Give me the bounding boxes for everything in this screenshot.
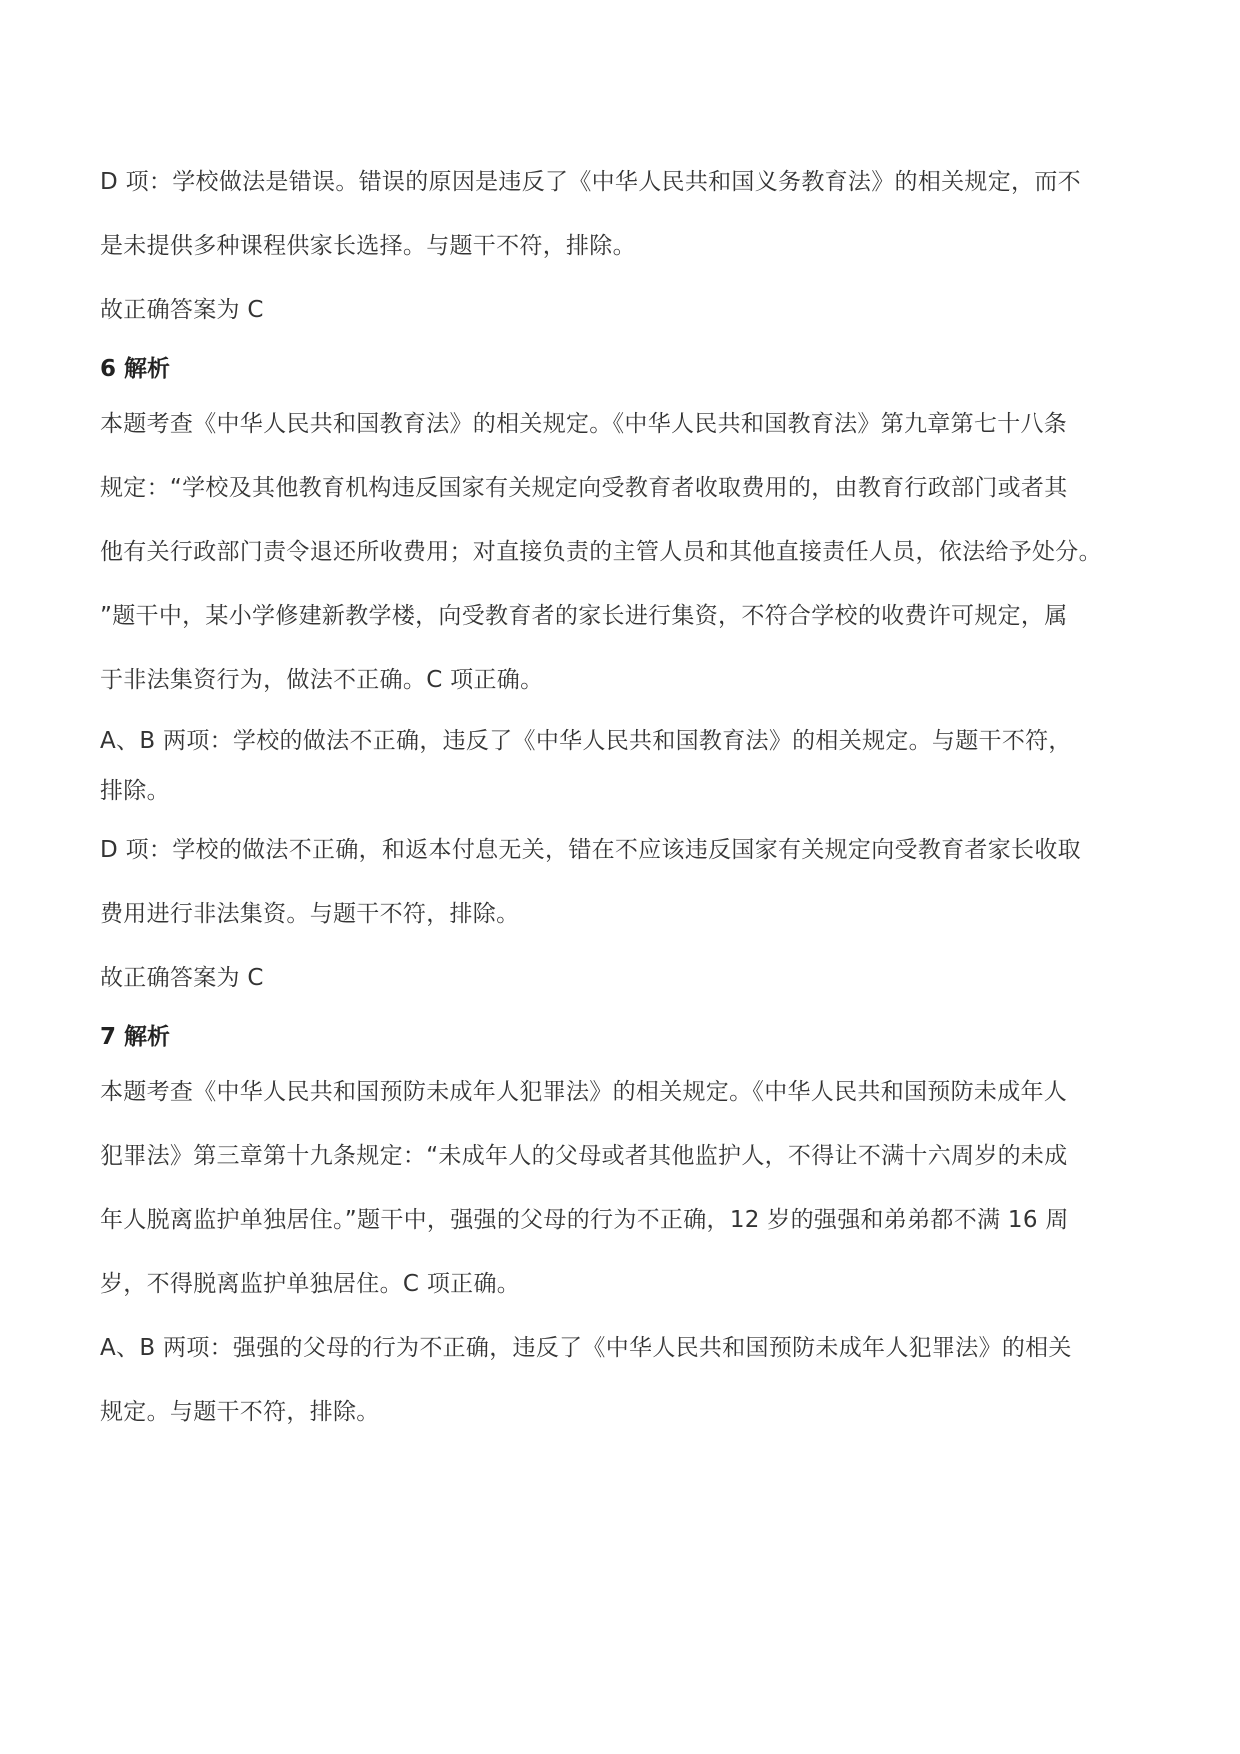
explanation-paragraph: [100, 1060, 1160, 1316]
text-line: 是未提供多种课程供家长选择。与题干不符，排除。: [100, 233, 636, 259]
text-line: A、B 两项：学校的做法不正确，违反了《中华人民共和国教育法》的相关规定。与题干不符，: [100, 728, 1072, 754]
text-line: 规定：“学校及其他教育机构违反国家有关规定向受教育者收取费用的，由教育行政部门或者其: [100, 475, 1068, 501]
text-line: 本题考查《中华人民共和国预防未成年人犯罪法》的相关规定。《中华人民共和国预防未成年人: [100, 1079, 1068, 1105]
text-line: 本题考查《中华人民共和国教育法》的相关规定。《中华人民共和国教育法》第九章第七十八条: [100, 411, 1068, 437]
text-line: 年人脱离监护单独居住。”题干中，强强的父母的行为不正确，12 岁的强强和弟弟都不满 16 周: [100, 1207, 1069, 1233]
text-line: 他有关行政部门责令退还所收费用；对直接负责的主管人员和其他直接责任人员，依法给予处分。: [100, 539, 1102, 565]
text-line: 犯罪法》第三章第十九条规定：“未成年人的父母或者其他监护人，不得让不满十六周岁的未成: [100, 1143, 1068, 1169]
text-line: A、B 两项：强强的父母的行为不正确，违反了《中华人民共和国预防未成年人犯罪法》的相关: [100, 1335, 1072, 1361]
section-heading-7: 7 解析: [100, 1024, 171, 1050]
answer-line: 故正确答案为 C: [100, 297, 264, 323]
text-line: D 项：学校做法是错误。错误的原因是违反了《中华人民共和国义务教育法》的相关规定，而不: [100, 169, 1081, 195]
text-line: 费用进行非法集资。与题干不符，排除。: [100, 901, 520, 927]
text-line: 排除。: [100, 778, 170, 804]
document-page: [100, 150, 1160, 1444]
text-line: 于非法集资行为，做法不正确。C 项正确。: [100, 667, 544, 693]
text-line: ”题干中，某小学修建新教学楼，向受教育者的家长进行集资，不符合学校的收费许可规定，属: [100, 603, 1068, 629]
d-option-paragraph: [100, 818, 1160, 946]
explanation-paragraph: [100, 392, 1160, 712]
ab-option-paragraph: [100, 716, 1160, 816]
ab-option-paragraph: [100, 1316, 1160, 1444]
text-line: 规定。与题干不符，排除。: [100, 1399, 380, 1425]
section-heading-6: 6 解析: [100, 356, 171, 382]
text-line: 岁，不得脱离监护单独居住。C 项正确。: [100, 1271, 521, 1297]
answer-line: 故正确答案为 C: [100, 965, 264, 991]
d-option-paragraph: [100, 150, 1160, 278]
text-line: D 项：学校的做法不正确，和返本付息无关，错在不应该违反国家有关规定向受教育者家长收取: [100, 837, 1081, 863]
